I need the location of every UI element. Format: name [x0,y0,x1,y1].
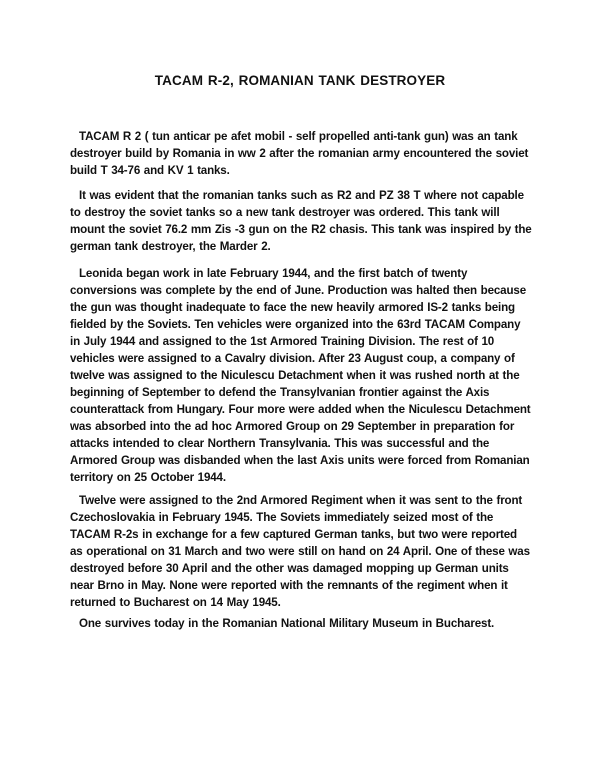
paragraph-combat-service: Twelve were assigned to the 2nd Armored Regiment when it was sent to the front Czechoslovakia in February 1945. The Soviets immediately seized most of the TACAM R-2s in exchange for a few captured German tanks, but two were reported as operational on 31 March and two were still on hand on 24 April. One of these was destroyed before 30 April and the other was damaged mopping up German units near Brno in May. None were reported with the remnants of the regiment when it returned to Bucharest on 14 May 1945. [70,494,530,609]
document-body [70,128,532,640]
paragraph-design: It was evident that the romanian tanks such as R2 and PZ 38 T where not capable to destroy the soviet tanks so a new tank destroyer was ordered. This tank will mount the soviet 76.2 mm Zis -3 gun on the R2 chasis. This tank was inspired by the german tank destroyer, the Marder 2. [70,189,532,253]
document-title: TACAM R-2, ROMANIAN TANK DESTROYER [154,73,446,88]
paragraph-intro: TACAM R 2 ( tun anticar pe afet mobil - self propelled anti-tank gun) was an tank destroyer build by Romania in ww 2 after the romanian army encountered the soviet build T 34-76 and KV 1 tanks. [70,130,529,177]
paragraph-production-history: Leonida began work in late February 1944, and the first batch of twenty conversions was complete by the end of June. Production was halted then because the gun was thought inadequate to face the new heavily armored IS-2 tanks being fielded by the Soviets. Ten vehicles were organized into the 63rd TACAM Company in July 1944 and assigned to the 1st Armored Training Division. The rest of 10 vehicles were assigned to a Cavalry division. After 23 August coup, a company of twelve was assigned to the Niculescu Detachment when it was rushed north at the beginning of September to defend the Transylvanian frontier against the Axis counterattack from Hungary. Four more were added when the Niculescu Detachment was absorbed into the ad hoc Armored Group on 29 September in preparation for attacks intended to clear Northern Transylvania. This was successful and the Armored Group was disbanded when the last Axis units were forced from Romanian territory on 25 October 1944. [70,267,531,484]
paragraph-survivor: One survives today in the Romanian National Military Museum in Bucharest. [79,617,495,630]
